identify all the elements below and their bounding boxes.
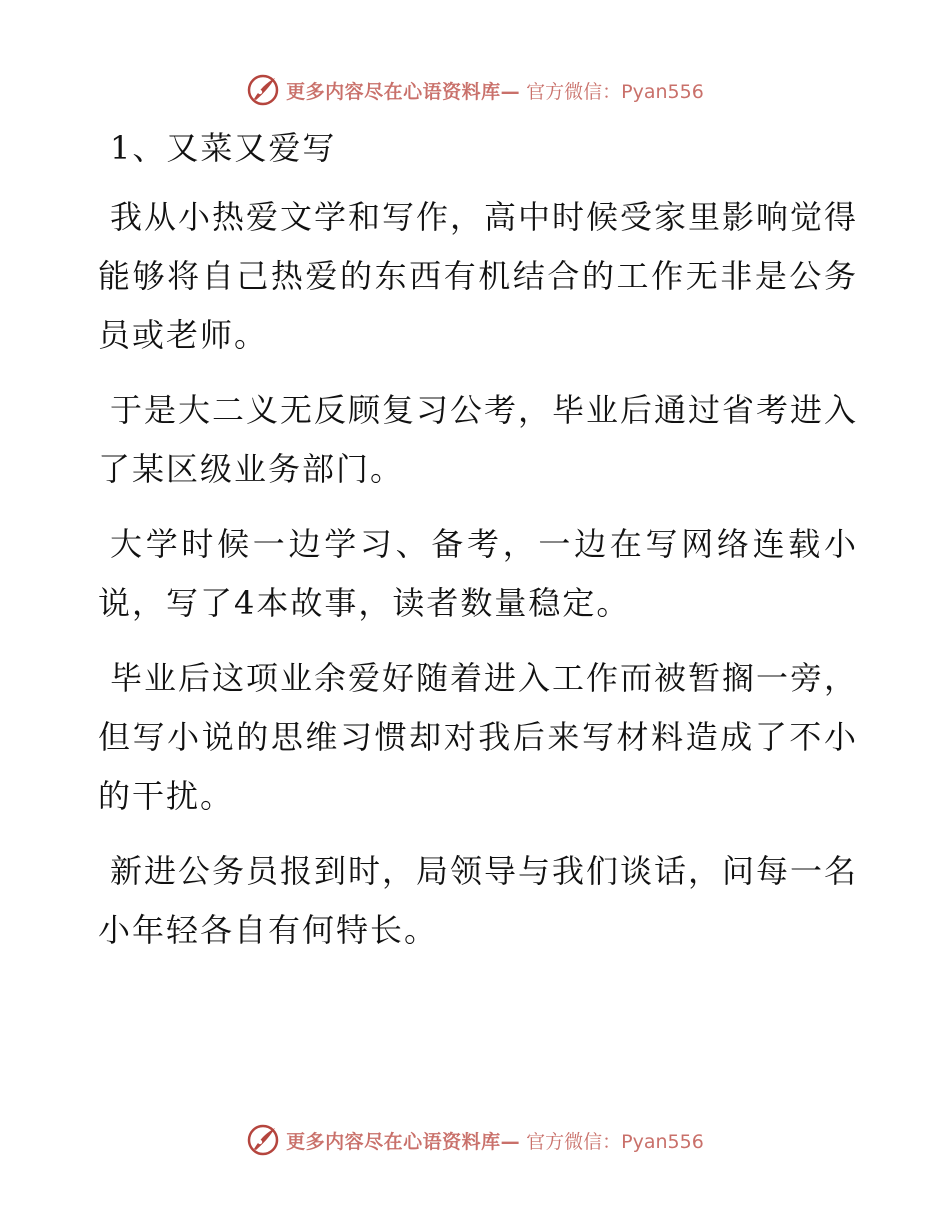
banner-wechat: 官方微信：Pyan556 (526, 80, 704, 103)
document-body (98, 122, 858, 976)
paragraph-3: 大学时候一边学习、备考，一边在写网络连载小说，写了4本故事，读者数量稳定。 (98, 525, 858, 622)
quill-logo-icon (246, 73, 280, 107)
paragraph-4: 毕业后这项业余爱好随着进入工作而被暂搁一旁，但写小说的思维习惯却对我后来写材料造成了不小的干扰。 (98, 659, 859, 815)
paragraph-5: 新进公务员报到时，局领导与我们谈话，问每一名小年轻各自有何特长。 (98, 852, 859, 949)
footer-banner (0, 1120, 950, 1160)
banner-wechat: 官方微信：Pyan556 (526, 1130, 704, 1153)
section-heading: 1、又菜又爱写 (110, 129, 337, 167)
paragraph-1: 我从小热爱文学和写作，高中时候受家里影响觉得能够将自己热爱的东西有机结合的工作无非是公务员或老师。 (98, 198, 859, 354)
banner-title: 更多内容尽在心语资料库— (286, 80, 521, 103)
paragraph-2: 于是大二义无反顾复习公考，毕业后通过省考进入了某区级业务部门。 (98, 391, 859, 488)
banner-title: 更多内容尽在心语资料库— (286, 1130, 521, 1153)
header-banner (0, 70, 950, 110)
quill-logo-icon (246, 1123, 280, 1157)
